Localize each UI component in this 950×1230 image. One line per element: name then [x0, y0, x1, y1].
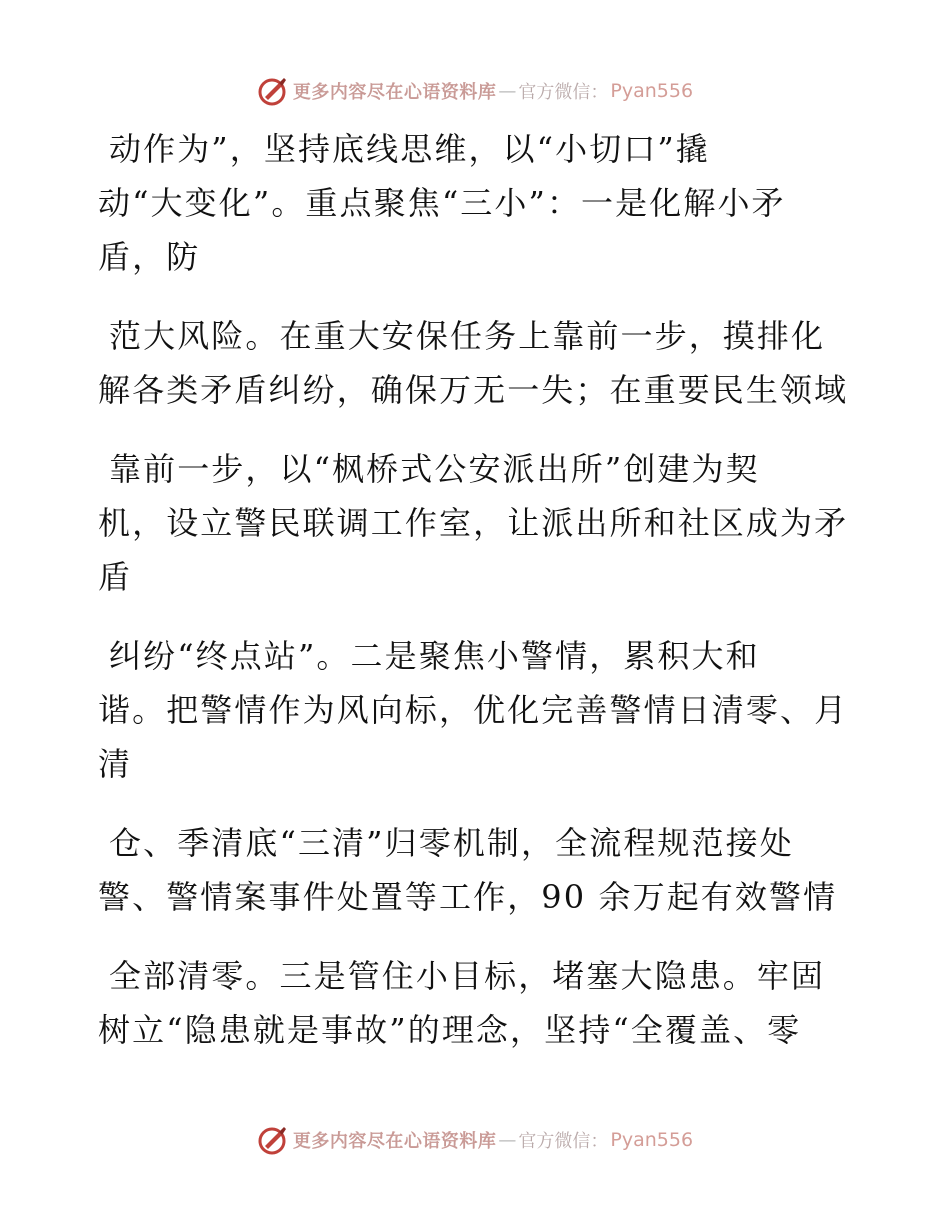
text-line: 树立“隐患就是事故”的理念，坚持“全覆盖、零 [98, 1011, 802, 1049]
watermark-separator: — [498, 80, 517, 102]
watermark-separator: — [498, 1129, 517, 1151]
watermark-title: 更多内容尽在心语资料库 [292, 1131, 497, 1152]
logo-icon [257, 75, 289, 107]
text-line: 机，设立警民联调工作室，让派出所和社区成为矛 [98, 504, 849, 542]
watermark-contact-label: 官方微信： [518, 82, 609, 103]
text-line: 警、警情案事件处置等工作，90 余万起有效警情 [98, 878, 838, 916]
text-line: 仓、季清底“三清”归零机制，全流程规范接处 [109, 824, 794, 862]
text-line: 范大风险。在重大安保任务上靠前一步，摸排化 [109, 317, 826, 355]
watermark-contact-id: Pyan556 [610, 1129, 694, 1151]
watermark-contact-label: 官方微信： [518, 1131, 609, 1152]
document-body [98, 122, 858, 1057]
text-line: 动作为”，坚持底线思维，以“小切口”撬 [109, 130, 710, 168]
text-line: 盾 [98, 558, 133, 596]
text-line: 谐。把警情作为风向标，优化完善警情日清零、月 [98, 691, 849, 729]
logo-icon [257, 1124, 289, 1156]
text-line: 清 [98, 745, 133, 783]
watermark-title: 更多内容尽在心语资料库 [292, 82, 497, 103]
watermark-contact-id: Pyan556 [610, 80, 694, 102]
text-line: 盾，防 [98, 238, 201, 276]
text-line: 全部清零。三是管住小目标，堵塞大隐患。牢固 [109, 957, 826, 995]
footer-watermark [0, 1120, 950, 1160]
text-line: 靠前一步，以“枫桥式公安派出所”创建为契 [109, 450, 760, 488]
header-watermark [0, 71, 950, 111]
text-line: 纠纷“终点站”。二是聚焦小警情，累积大和 [109, 637, 760, 675]
text-line: 解各类矛盾纠纷，确保万无一失；在重要民生领域 [98, 371, 849, 409]
text-line: 动“大变化”。重点聚焦“三小”：一是化解小矛 [98, 184, 786, 222]
